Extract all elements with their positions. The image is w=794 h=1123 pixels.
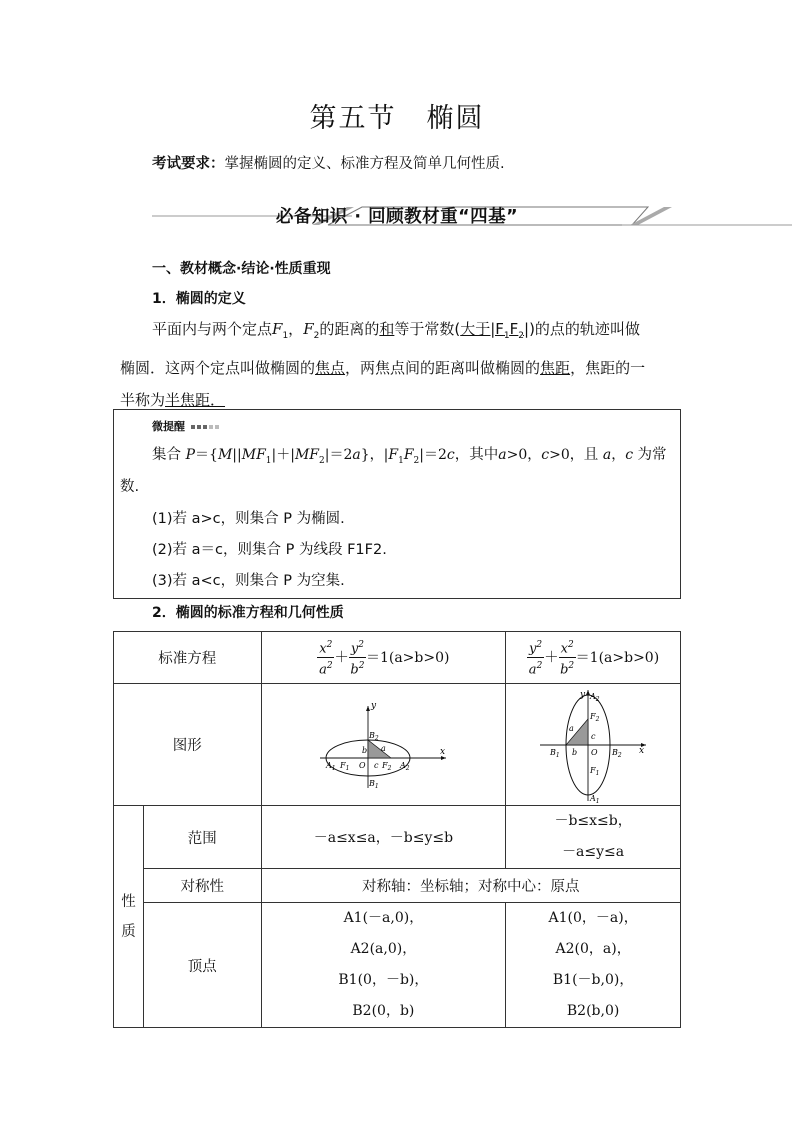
- std-eq-horizontal: $\frac{x^2}{a^2}$ ＋ $\frac{y^2}{b^2}$ ＝1(a>b>0): [261, 632, 506, 684]
- svg-text:a: a: [569, 723, 574, 733]
- svg-text:B2: $B_2$: [369, 730, 380, 742]
- tip-line-1: 集合 $P=\{M||MF_1|+|MF_2|=2a\}$，$|F_1F_2|=2c$，其中a>0，c>0，且 a，c 为常: [152, 447, 667, 466]
- exam-req-label: 考试要求：: [152, 156, 225, 172]
- svg-text:F1: $F_1$: [590, 765, 600, 777]
- subsection-standard-eq: 2．椭圆的标准方程和几何性质: [152, 605, 344, 621]
- svg-text:b: b: [362, 745, 368, 755]
- svg-text:c: c: [374, 760, 379, 770]
- title-part2: 椭圆: [426, 103, 485, 134]
- row-header-graph: 图形: [114, 684, 262, 806]
- row-header-symmetry: 对称性: [143, 869, 261, 903]
- tip-item-1: (1)若 a>c，则集合 P 为椭圆.: [152, 511, 345, 527]
- svg-text:B2: $B_2$: [612, 747, 622, 759]
- svg-text:x: x: [639, 745, 645, 756]
- svg-text:F2: $F_2$: [382, 760, 392, 772]
- section-heading: 一、教材概念·结论·性质重现: [152, 261, 331, 277]
- graph-horizontal-ellipse: [261, 684, 506, 806]
- svg-text:c: c: [591, 731, 596, 741]
- svg-text:F2: $F_2$: [590, 711, 600, 723]
- symmetry-value: 对称轴：坐标轴；对称中心：原点: [261, 869, 680, 903]
- svg-text:A2: $A_2$: [400, 760, 410, 772]
- std-eq-vertical: $\frac{y^2}{a^2}$ ＋ $\frac{x^2}{b^2}$ ＝1(a>b>0): [506, 632, 681, 684]
- svg-text:y: y: [580, 689, 586, 700]
- svg-text:O: O: [591, 747, 598, 757]
- exam-req-text: 掌握椭圆的定义、标准方程及简单几何性质.: [224, 156, 505, 172]
- row-header-standard-eq: 标准方程: [114, 632, 262, 684]
- row-header-properties: 性质: [114, 806, 144, 1028]
- svg-text:B1: $B_1$: [369, 778, 380, 790]
- definition-line-2: 椭圆．这两个定点叫做椭圆的焦点，两焦点间的距离叫做椭圆的焦距，焦距的一: [120, 359, 646, 377]
- svg-text:a: a: [381, 743, 387, 753]
- svg-text:B1: $B_1$: [550, 747, 560, 759]
- svg-text:y: y: [371, 700, 377, 711]
- row-header-vertex: 顶点: [143, 903, 261, 1028]
- definition-paragraph: [120, 313, 680, 416]
- page-title: [0, 96, 794, 135]
- tip-heading: 微提醒: [152, 418, 219, 434]
- table-row: [114, 806, 681, 869]
- graph-vertical-ellipse: [506, 684, 681, 806]
- svg-text:F1: $F_1$: [340, 760, 350, 772]
- table-row: [114, 869, 681, 903]
- svg-text:b: b: [572, 747, 578, 757]
- row-header-range: 范围: [143, 806, 261, 869]
- definition-line-1: 平面内与两个定点$F_1$，$F_2$的距离的和等于常数(大于$|F_1F_2|$)的点的轨迹叫做: [152, 320, 640, 341]
- svg-text:O: O: [359, 760, 366, 770]
- tip-item-2: (2)若 a＝c，则集合 P 为线段 F1F2.: [152, 542, 387, 558]
- table-row: [114, 632, 681, 684]
- svg-text:A2: $A_2$: [590, 691, 600, 703]
- banner-title: 必备知识 · 回顾教材重“四基”: [275, 207, 519, 227]
- vertices-horizontal: A1(－a,0)， A2(a,0)， B1(0，－b)， B2(0，b): [261, 903, 506, 1028]
- table-row: [114, 684, 681, 806]
- exam-requirement: [152, 152, 505, 173]
- svg-text:A1: $A_1$: [326, 760, 336, 772]
- ellipse-properties-table: [113, 631, 681, 1028]
- range-vertical: －b≤x≤b， －a≤y≤a: [506, 806, 681, 869]
- vertices-vertical: A1(0，－a)， A2(0，a)， B1(－b,0)， B2(b,0): [506, 903, 681, 1028]
- definition-line-3: 半称为半焦距．: [120, 391, 226, 409]
- title-part1: 第五节: [309, 103, 397, 134]
- range-horizontal: －a≤x≤a，－b≤y≤b: [261, 806, 506, 869]
- svg-text:x: x: [440, 746, 446, 757]
- subsection-definition: 1．椭圆的定义: [152, 291, 246, 307]
- tip-line-1-cont: 数.: [120, 479, 140, 495]
- svg-text:A1: $A_1$: [590, 793, 600, 803]
- vertical-ellipse-figure: [538, 687, 648, 803]
- tip-item-3: (3)若 a<c，则集合 P 为空集.: [152, 573, 345, 589]
- horizontal-ellipse-figure: [318, 700, 448, 790]
- table-row: [114, 903, 681, 1028]
